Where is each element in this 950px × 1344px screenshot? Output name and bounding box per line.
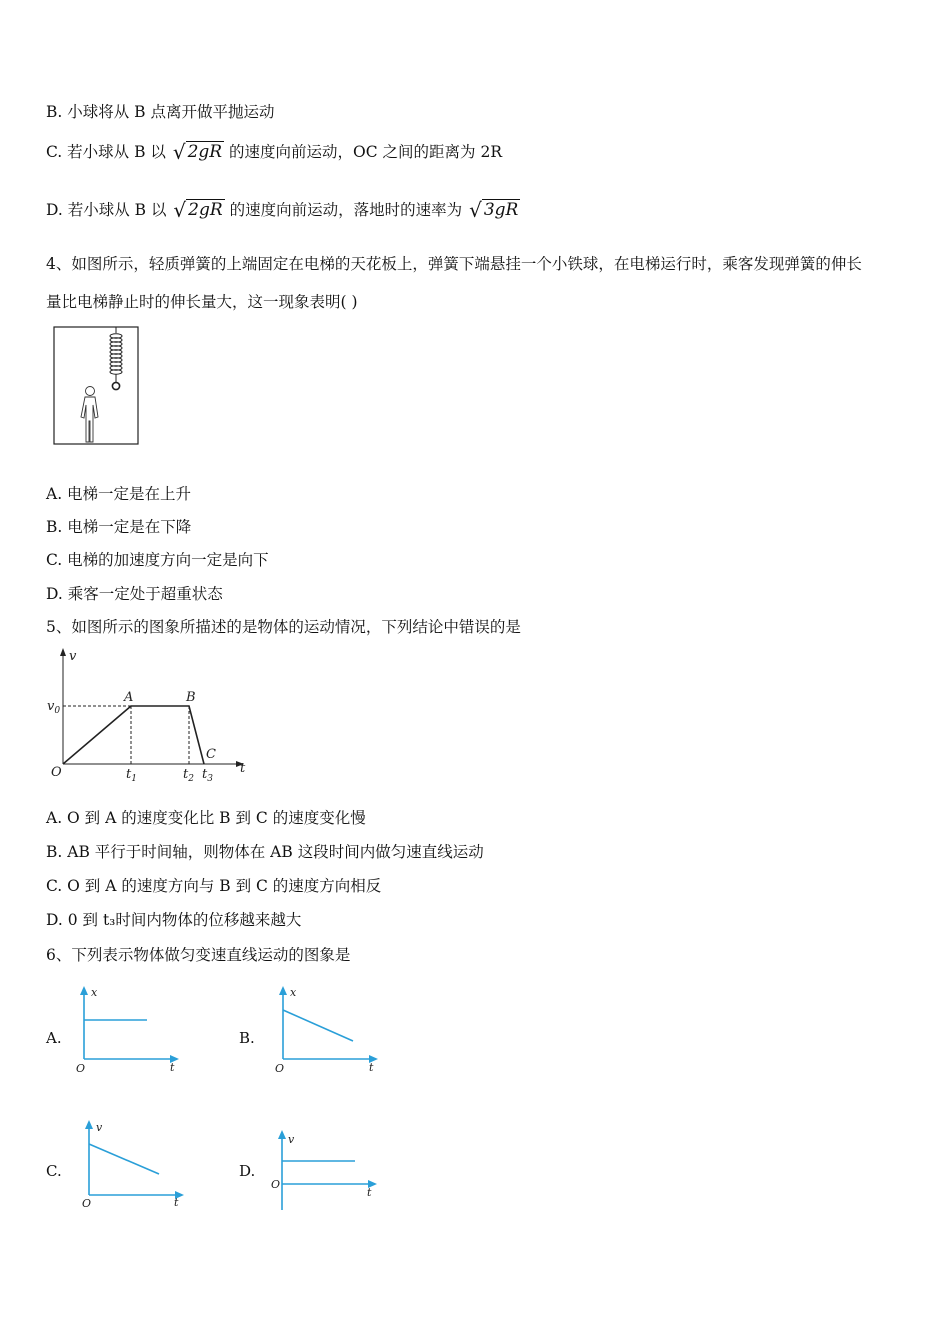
q6-c-y-label: v [96, 1121, 103, 1134]
iron-ball-icon [112, 382, 119, 389]
q6-c-origin: O [82, 1197, 92, 1210]
q6-graph-c [75, 1116, 190, 1211]
q3-option-c-post: 的速度向前运动，OC 之间的距离为 2R [229, 143, 502, 161]
v0-label: $v_0$ [47, 699, 61, 716]
q6-a-y-label: x [91, 986, 98, 999]
q3-option-c [46, 140, 502, 162]
q6-d-origin: O [271, 1178, 281, 1191]
q5-option-a: A. O 到 A 的速度变化比 B 到 C 的速度变化慢 [46, 809, 366, 827]
q6-option-a-label: A. [46, 1029, 62, 1047]
q3-option-d-pre: D. 若小球从 B 以 [46, 201, 167, 219]
vt-graph [44, 646, 254, 782]
q4-option-a: A. 电梯一定是在上升 [46, 485, 192, 503]
q4-option-d: D. 乘客一定处于超重状态 [46, 585, 223, 603]
q6-d-y-label: v [288, 1133, 295, 1146]
spring-icon [110, 327, 122, 382]
q6-option-d-label: D. [239, 1162, 256, 1180]
sqrt-expression: √ 2gR [172, 140, 223, 164]
sqrt-expression-2: √ 3gR [469, 198, 519, 222]
q5-option-d: D. 0 到 t₃时间内物体的位移越来越大 [46, 911, 302, 929]
q3-option-b: B. 小球将从 B 点离开做平抛运动 [46, 103, 275, 121]
point-a-label: A [124, 690, 134, 705]
q4-stem-line2: 量比电梯静止时的伸长量大，这一现象表明( ) [46, 293, 358, 311]
q5-option-c: C. O 到 A 的速度方向与 B 到 C 的速度方向相反 [46, 877, 382, 895]
q3-option-d [46, 198, 520, 220]
origin-label: O [51, 765, 62, 780]
q6-b-y-label: x [290, 986, 297, 999]
q6-b-x-label: t [369, 1061, 374, 1074]
q4-stem-line1: 4、如图所示，轻质弹簧的上端固定在电梯的天花板上，弹簧下端悬挂一个小铁球，在电梯运行时，乘客发现弹簧的伸长 [46, 255, 862, 273]
q6-option-c-label: C. [46, 1162, 62, 1180]
q6-stem: 6、下列表示物体做匀变速直线运动的图象是 [46, 946, 351, 964]
q6-b-origin: O [275, 1062, 285, 1075]
v-axis-label: v [69, 649, 77, 664]
q6-d-x-label: t [367, 1186, 372, 1199]
t-axis-label: t [240, 761, 246, 776]
q3-option-d-mid: 的速度向前运动，落地时的速率为 [229, 201, 463, 219]
t1-label: $t_1$ [126, 767, 137, 782]
q6-c-x-label: t [174, 1196, 179, 1209]
q6-graph-a [70, 983, 185, 1078]
point-c-label: C [206, 747, 216, 762]
q5-stem: 5、如图所示的图象所描述的是物体的运动情况，下列结论中错误的是 [46, 618, 521, 636]
q4-option-c: C. 电梯的加速度方向一定是向下 [46, 551, 269, 569]
q6-a-origin: O [76, 1062, 86, 1075]
t3-label: $t_3$ [202, 767, 213, 782]
q6-option-b-label: B. [239, 1029, 255, 1047]
point-b-label: B [186, 690, 196, 705]
sqrt-expression: √ 2gR [173, 198, 223, 222]
passenger-icon [81, 387, 98, 443]
t2-label: $t_2$ [183, 767, 194, 782]
q6-graph-d [268, 1126, 383, 1218]
q6-graph-b [269, 983, 384, 1078]
q6-a-x-label: t [170, 1061, 175, 1074]
q4-option-b: B. 电梯一定是在下降 [46, 518, 192, 536]
q5-option-b: B. AB 平行于时间轴，则物体在 AB 这段时间内做匀速直线运动 [46, 843, 484, 861]
elevator-figure [52, 325, 142, 447]
q3-option-c-pre: C. 若小球从 B 以 [46, 143, 166, 161]
